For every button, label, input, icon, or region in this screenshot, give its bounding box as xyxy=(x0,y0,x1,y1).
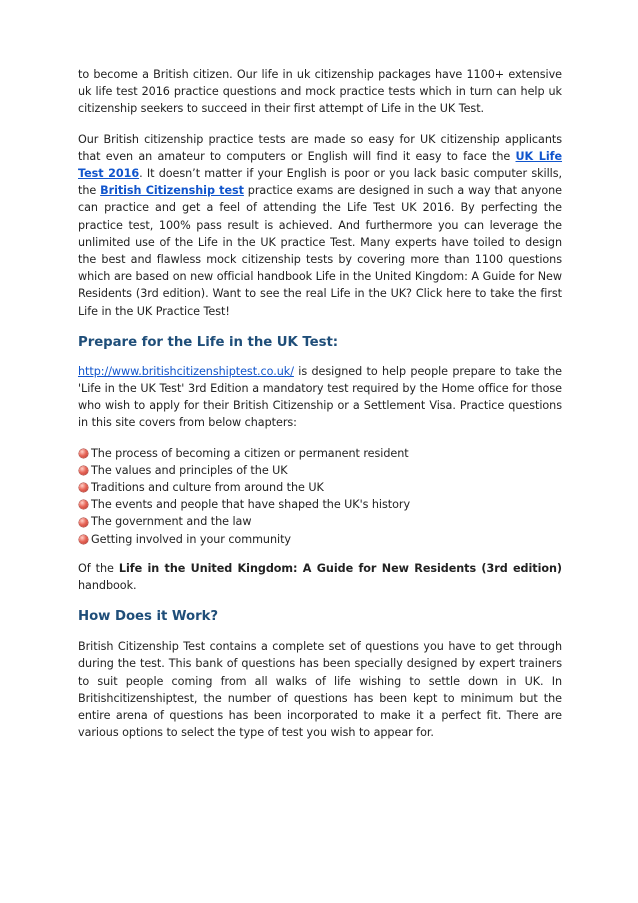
list-item xyxy=(78,445,562,462)
list-item-label: Getting involved in your community xyxy=(91,532,291,546)
british-citizenship-test-link[interactable]: British Citizenship test xyxy=(100,184,244,198)
paragraph-text: . It doesn’t matter if your English is poor or you lack basic computer skills, the xyxy=(78,167,562,198)
list-item xyxy=(78,462,562,479)
list-item xyxy=(78,531,562,548)
bullet-icon xyxy=(79,483,88,492)
bullet-icon xyxy=(79,449,88,458)
handbook-title: Life in the United Kingdom: A Guide for New Residents (3rd edition) xyxy=(118,561,562,575)
document-page xyxy=(78,66,562,741)
list-item-label: The events and people that have shaped the UK's history xyxy=(91,498,411,512)
list-item-label: The process of becoming a citizen or permanent resident xyxy=(91,446,409,460)
paragraph-text: is designed to help people prepare to take the 'Life in the UK Test' 3rd Edition a mandatory test required by the Home office for those who wish to apply for their British Citizenship or a Settlement Visa. Practice questions in this site covers from below chapters: xyxy=(78,364,562,430)
prepare-heading: Prepare for the Life in the UK Test: xyxy=(78,334,339,350)
how-it-works-paragraph: British Citizenship Test contains a complete set of questions you have to get through during the test. This bank of questions has been specially designed by expert trainers to suit people coming from all walks of life wishing to settle down in UK. In Britishcitizenshiptest, the number of questions has been kept to minimum but the entire arena of questions has been incorporated to make it a perfect fit. There are various options to select the type of test you wish to appear for. xyxy=(78,640,562,740)
list-item xyxy=(78,513,562,530)
paragraph-text: practice exams are designed in such a way that anyone can practice and get a feel of attending the Life Test UK 2016. By perfecting the practice test, 100% pass result is achieved. And furthermore you can leverage the unlimited use of the Life in the UK practice Test. Many experts have toiled to design the best and flawless mock citizenship tests by covering more than 1100 questions which are based on new official handbook Life in the United Kingdom: A Guide for New Residents (3rd edition). Want to see the real Life in the UK? Click here to take the first Life in the UK Practice Test! xyxy=(78,184,563,318)
list-item-label: Traditions and culture from around the UK xyxy=(91,481,324,495)
bullet-icon xyxy=(79,518,88,527)
bullet-icon xyxy=(79,500,88,509)
list-item xyxy=(78,479,562,496)
list-item xyxy=(78,496,562,513)
paragraph-text: Our British citizenship practice tests are made so easy for UK citizenship applicants that even an amateur to computers or English will find it easy to face the xyxy=(78,132,562,163)
paragraph-text: handbook. xyxy=(78,578,137,592)
website-url-link[interactable]: http://www.britishcitizenshiptest.co.uk/ xyxy=(78,364,294,378)
paragraph-text: Of the xyxy=(78,561,119,575)
practice-tests-paragraph xyxy=(78,131,562,320)
bullet-icon xyxy=(79,466,88,475)
list-item-label: The government and the law xyxy=(91,515,252,529)
bullet-icon xyxy=(79,535,88,544)
how-it-works-heading: How Does it Work? xyxy=(78,609,219,625)
list-item-label: The values and principles of the UK xyxy=(91,463,288,477)
handbook-paragraph xyxy=(78,560,562,594)
prepare-paragraph xyxy=(78,363,562,432)
intro-paragraph: to become a British citizen. Our life in uk citizenship packages have 1100+ extensive uk life test 2016 practice questions and mock practice tests which in turn can help uk citizenship seekers to succeed in their first attempt of Life in the UK Test. xyxy=(78,68,562,116)
chapters-list xyxy=(78,445,562,548)
uk-life-test-link[interactable]: UK Life Test 2016 xyxy=(78,149,563,181)
